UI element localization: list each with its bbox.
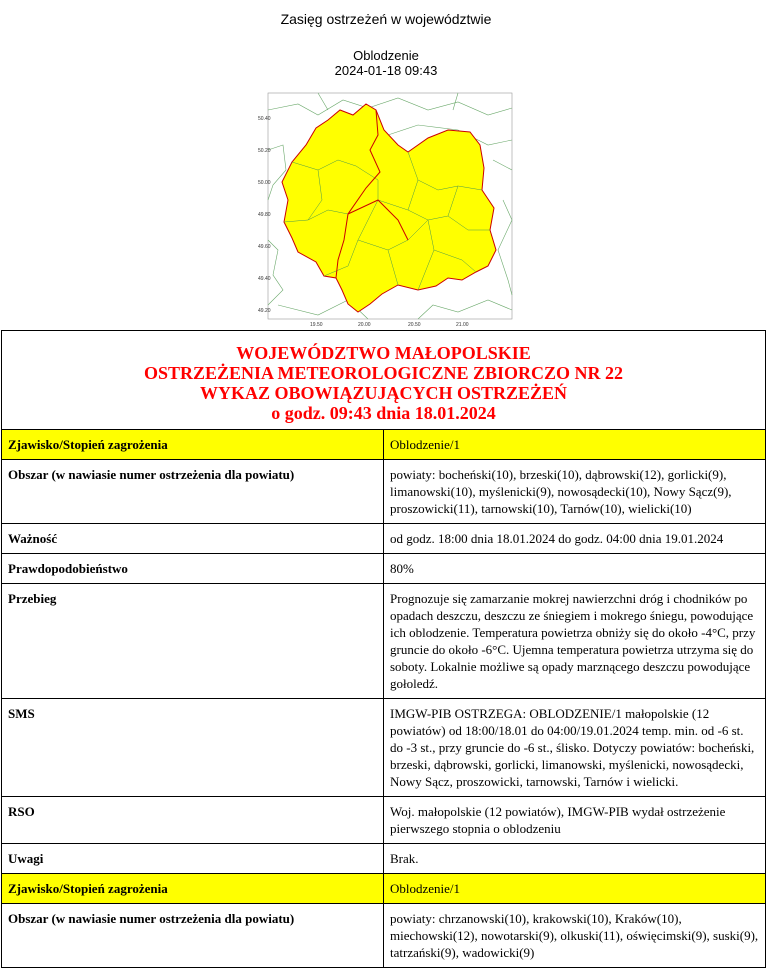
row-label: Zjawisko/Stopień zagrożenia bbox=[2, 430, 384, 460]
table-row bbox=[2, 904, 766, 968]
row-label: Zjawisko/Stopień zagrożenia bbox=[2, 874, 384, 904]
lon-tick: 19.50 bbox=[310, 322, 323, 328]
row-label: Przebieg bbox=[2, 584, 384, 699]
warning-map-svg bbox=[258, 90, 514, 330]
table-row bbox=[2, 554, 766, 584]
row-value: Woj. małopolskie (12 powiatów), IMGW-PIB wydał ostrzeżenie pierwszego stopnia o oblodzeniu bbox=[384, 797, 766, 844]
row-label: Prawdopodobieństwo bbox=[2, 554, 384, 584]
lat-tick: 49.40 bbox=[258, 276, 271, 282]
row-value: Oblodzenie/1 bbox=[384, 430, 766, 460]
row-label: Obszar (w nawiasie numer ostrzeżenia dla powiatu) bbox=[2, 904, 384, 968]
lat-tick: 50.00 bbox=[258, 180, 271, 186]
table-row bbox=[2, 430, 766, 460]
table-row bbox=[2, 460, 766, 524]
row-value: powiaty: bocheński(10), brzeski(10), dąbrowski(12), gorlicki(9), limanowski(10), myślenicki(9), nowosądecki(10), Nowy Sącz(9), proszowicki(11), tarnowski(10), Tarnów(10), wielicki(10) bbox=[384, 460, 766, 524]
row-value: Prognozuje się zamarzanie mokrej nawierzchni dróg i chodników po opadach deszczu, deszczu ze śniegiem i mokrego śniegu, powodujące ich oblodzenie. Temperatura powietrza obniży się do około -4°C, przy gruncie do około -6°C. Ujemna temperatura powietrza utrzyma się do soboty. Lokalnie możliwe są opady marznącego deszczu powodujące gołoledź. bbox=[384, 584, 766, 699]
header-timestamp: o godz. 09:43 dnia 18.01.2024 bbox=[271, 403, 496, 423]
lat-tick: 49.60 bbox=[258, 244, 271, 250]
lat-tick: 49.20 bbox=[258, 308, 271, 314]
table-row bbox=[2, 699, 766, 797]
header-list-title: WYKAZ OBOWIĄZUJĄCYCH OSTRZEŻEŃ bbox=[199, 383, 568, 403]
row-label: Ważność bbox=[2, 524, 384, 554]
warnings-table bbox=[1, 330, 766, 968]
lat-tick: 49.80 bbox=[258, 212, 271, 218]
page-title: Zasięg ostrzeżeń w województwie bbox=[280, 11, 492, 27]
table-row bbox=[2, 797, 766, 844]
map-datetime: 2024-01-18 09:43 bbox=[334, 63, 438, 78]
row-label: SMS bbox=[2, 699, 384, 797]
header-subtitle: OSTRZEŻENIA METEOROLOGICZNE ZBIORCZO NR 22 bbox=[143, 363, 624, 383]
warnings-header bbox=[2, 331, 766, 430]
lat-tick: 50.40 bbox=[258, 116, 271, 122]
map-phenomenon: Oblodzenie bbox=[353, 48, 419, 63]
row-value: od godz. 18:00 dnia 18.01.2024 do godz. 04:00 dnia 19.01.2024 bbox=[384, 524, 766, 554]
warning-map bbox=[258, 90, 514, 330]
lon-tick: 20.00 bbox=[358, 322, 371, 328]
table-row bbox=[2, 584, 766, 699]
row-value: powiaty: chrzanowski(10), krakowski(10), Kraków(10), miechowski(12), nowotarski(9), olkuski(11), oświęcimski(9), suski(9), tatrzański(9), wadowicki(9) bbox=[384, 904, 766, 968]
row-label: Obszar (w nawiasie numer ostrzeżenia dla powiatu) bbox=[2, 460, 384, 524]
table-row bbox=[2, 844, 766, 874]
lat-tick: 50.20 bbox=[258, 148, 271, 154]
table-row bbox=[2, 874, 766, 904]
row-value: 80% bbox=[384, 554, 766, 584]
lon-tick: 21.00 bbox=[456, 322, 469, 328]
lon-tick: 20.50 bbox=[408, 322, 421, 328]
row-value: Brak. bbox=[384, 844, 766, 874]
row-label: RSO bbox=[2, 797, 384, 844]
row-value: Oblodzenie/1 bbox=[384, 874, 766, 904]
row-label: Uwagi bbox=[2, 844, 384, 874]
header-region: WOJEWÓDZTWO MAŁOPOLSKIE bbox=[236, 343, 531, 363]
table-row bbox=[2, 524, 766, 554]
row-value: IMGW-PIB OSTRZEGA: OBLODZENIE/1 małopolskie (12 powiatów) od 18:00/18.01 do 04:00/19.01.2024 temp. min. od -6 st. do -3 st., przy gruncie do -6 st., ślisko. Dotyczy powiatów: bocheński, brzeski, dąbrowski, gorlicki, limanowski, myślenicki, nowosądecki, Nowy Sącz, proszowicki, tarnowski, Tarnów i wielicki. bbox=[384, 699, 766, 797]
